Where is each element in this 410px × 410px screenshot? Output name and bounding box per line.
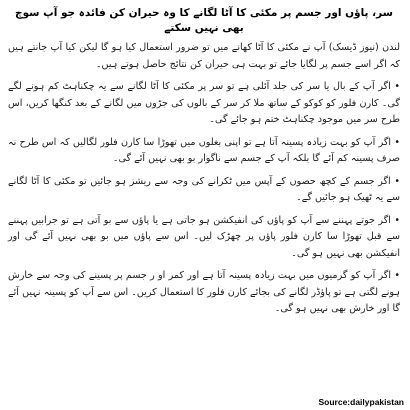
article-bullet-sweat: • اگر آپ کو بہت زیادہ پسینہ آتا ہے تو اپنی بغلوں میں تھوڑا سا کارن فلور لگالیں کہ اس طرح نہ صرف پسینہ کم آئے گا بلکہ آپ کے جسم سے ناگوار بو بھی نہیں آئے گی۔	[8, 136, 400, 164]
article-bullet-summer-sweat: • اگر آپ کو گرمیوں میں بہت زیادہ پسینہ آتا ہے اور کمر او ر جسم پر پسینے کی وجہ سے خارش ہونے لگتی ہے تو پاؤڈر لگانے کی بجائے کارن فلور کا استعمال کریں۔ اس سے آپ کو پسینہ نہیں آئے گا اور خارش بھی نہیں ہو گی۔	[8, 270, 400, 314]
article-bullet-feet: • اگر جوتے پہننے سے آپ کو پاؤں کی انفیکشن ہو جاتی ہے یا پاؤں سے بو آتی ہے تو جرابیں پہننے سے قبل تھوڑا سا کارن فلور پاؤں پر چھڑک لیں۔ اس سے پاؤں میں بو بھی نہیں آئے گی اور انفیکشن بھی نہیں ہو گی۔	[8, 214, 400, 259]
article-bullet-rashes: • اگر جسم کے کچھ حصوں کے آپس میں ٹکرانے کی وجہ سے ریشز ہو جائیں تو مکئی کا آٹا لگانے سے یہ ٹھیک ہو جائیں گے۔	[8, 175, 400, 203]
source-credit: Source:dailypakistan	[318, 397, 404, 407]
article-intro: لندن (نیوز ڈیسک) آپ نے مکئی کا آٹا کھانے میں تو ضرور استعمال کیا ہو گا لیکن کیا آپ جانتے ہیں کہ اگر اسے جسم پر لگایا جائے تو بہت ہی حیران کن نتائج حاصل ہوتے ہیں۔	[8, 42, 400, 70]
article-bullet-oily-hair: • اگر آپ کے بال یا سر کی جلد آئلی ہے تو سر پر مکئی کا آٹا لگانے سے یہ چکناہٹ کم ہونے لگے گی۔ کارن فلور کو کوکو کے ساتھ ملا کر سر کے بالوں کی جڑوں میں لگانے کے بعد کنگھا کریں، اس طرح سر میں موجود چکناہٹ ختم ہو جائے گی۔	[8, 81, 400, 125]
article-title: سر، پاؤں اور جسم پر مکئی کا آٹا لگانے کا وہ حیران کن فائدہ جو آپ سوچ بھی نہیں سکتے	[15, 7, 393, 34]
